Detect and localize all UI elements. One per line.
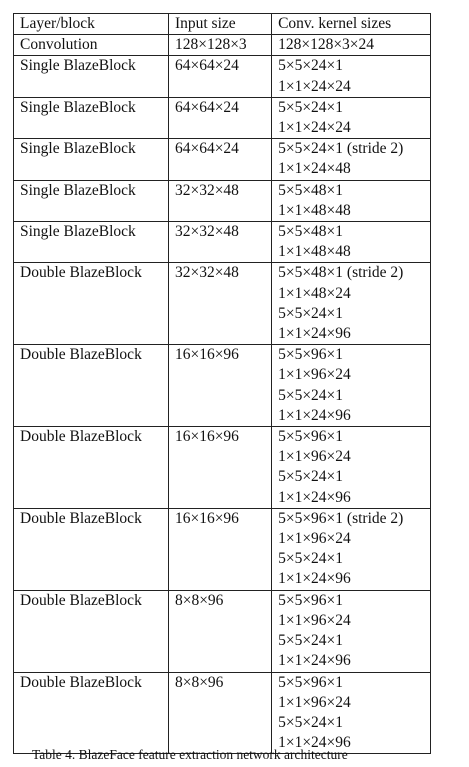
kernel-size: 5×5×24×1 <box>278 386 344 404</box>
kernel-size: 1×1×24×96 <box>278 734 351 752</box>
table-row <box>14 263 431 345</box>
input-size-cell: 16×16×96 <box>168 345 271 427</box>
kernel-sizes-cell <box>272 590 431 672</box>
kernel-size: 1×1×24×24 <box>278 119 351 137</box>
kernel-size: 5×5×96×1 <box>278 673 344 691</box>
kernel-size: 5×5×24×1 (stride 2) <box>278 140 404 158</box>
table-row <box>14 427 431 509</box>
architecture-table <box>13 13 431 754</box>
layer-cell: Double BlazeBlock <box>14 427 169 509</box>
kernel-size: 128×128×3×24 <box>278 36 375 54</box>
table-row <box>14 180 431 221</box>
kernel-size: 5×5×24×1 <box>278 468 344 486</box>
kernel-sizes-cell <box>272 180 431 221</box>
header-input-size: Input size <box>168 14 271 35</box>
kernel-size: 5×5×96×1 <box>278 591 344 609</box>
kernel-sizes-cell <box>272 35 431 56</box>
input-size-cell: 64×64×24 <box>168 139 271 180</box>
kernel-size: 5×5×24×1 <box>278 550 344 568</box>
kernel-sizes-cell <box>272 97 431 138</box>
layer-cell: Single BlazeBlock <box>14 139 169 180</box>
kernel-size: 1×1×48×24 <box>278 284 351 302</box>
kernel-sizes-cell <box>272 345 431 427</box>
kernel-sizes-cell <box>272 508 431 590</box>
table-row <box>14 222 431 263</box>
kernel-size: 5×5×48×1 <box>278 223 344 241</box>
input-size-cell: 32×32×48 <box>168 180 271 221</box>
kernel-size: 5×5×96×1 (stride 2) <box>278 509 404 527</box>
layer-cell: Single BlazeBlock <box>14 97 169 138</box>
layer-cell: Single BlazeBlock <box>14 180 169 221</box>
kernel-sizes-cell <box>272 139 431 180</box>
kernel-size: 1×1×96×24 <box>278 611 351 629</box>
input-size-cell: 64×64×24 <box>168 56 271 97</box>
kernel-sizes-cell <box>272 263 431 345</box>
table-row <box>14 345 431 427</box>
kernel-size: 5×5×24×1 <box>278 57 344 75</box>
kernel-size: 1×1×96×24 <box>278 530 351 548</box>
kernel-size: 5×5×24×1 <box>278 713 344 731</box>
kernel-size: 1×1×96×24 <box>278 448 351 466</box>
layer-cell: Double BlazeBlock <box>14 508 169 590</box>
input-size-cell: 16×16×96 <box>168 427 271 509</box>
kernel-size: 1×1×24×96 <box>278 570 351 588</box>
kernel-size: 5×5×24×1 <box>278 304 344 322</box>
kernel-size: 5×5×96×1 <box>278 346 344 364</box>
kernel-size: 1×1×24×96 <box>278 652 351 670</box>
table-row <box>14 97 431 138</box>
layer-cell: Double BlazeBlock <box>14 672 169 754</box>
kernel-size: 1×1×48×48 <box>278 201 351 219</box>
kernel-size: 5×5×48×1 (stride 2) <box>278 264 404 282</box>
kernel-size: 1×1×24×96 <box>278 488 351 506</box>
table-row <box>14 139 431 180</box>
header-kernel-sizes: Conv. kernel sizes <box>272 14 431 35</box>
table-caption: Table 4. BlazeFace feature extraction network architecture <box>32 747 348 762</box>
kernel-size: 5×5×48×1 <box>278 181 344 199</box>
table-row <box>14 35 431 56</box>
kernel-size: 5×5×24×1 <box>278 632 344 650</box>
input-size-cell: 32×32×48 <box>168 263 271 345</box>
kernel-size: 1×1×24×24 <box>278 77 351 95</box>
kernel-size: 1×1×24×96 <box>278 406 351 424</box>
kernel-sizes-cell <box>272 427 431 509</box>
table-row <box>14 590 431 672</box>
layer-cell: Convolution <box>14 35 169 56</box>
kernel-sizes-cell <box>272 672 431 754</box>
table-row <box>14 672 431 754</box>
header-layer-block: Layer/block <box>14 14 169 35</box>
kernel-size: 1×1×48×48 <box>278 243 351 261</box>
layer-cell: Double BlazeBlock <box>14 590 169 672</box>
table-row <box>14 56 431 97</box>
table-row <box>14 508 431 590</box>
kernel-sizes-cell <box>272 56 431 97</box>
input-size-cell: 128×128×3 <box>168 35 271 56</box>
input-size-cell: 8×8×96 <box>168 672 271 754</box>
table-body <box>14 35 431 754</box>
layer-cell: Single BlazeBlock <box>14 222 169 263</box>
kernel-size: 1×1×24×48 <box>278 160 351 178</box>
layer-cell: Single BlazeBlock <box>14 56 169 97</box>
kernel-size: 5×5×24×1 <box>278 98 344 116</box>
input-size-cell: 16×16×96 <box>168 508 271 590</box>
kernel-size: 1×1×96×24 <box>278 693 351 711</box>
kernel-sizes-cell <box>272 222 431 263</box>
kernel-size: 5×5×96×1 <box>278 428 344 446</box>
header-row <box>14 14 431 35</box>
layer-cell: Double BlazeBlock <box>14 345 169 427</box>
layer-cell: Double BlazeBlock <box>14 263 169 345</box>
input-size-cell: 32×32×48 <box>168 222 271 263</box>
input-size-cell: 64×64×24 <box>168 97 271 138</box>
kernel-size: 1×1×24×96 <box>278 325 351 343</box>
kernel-size: 1×1×96×24 <box>278 366 351 384</box>
input-size-cell: 8×8×96 <box>168 590 271 672</box>
table-header <box>14 14 431 35</box>
